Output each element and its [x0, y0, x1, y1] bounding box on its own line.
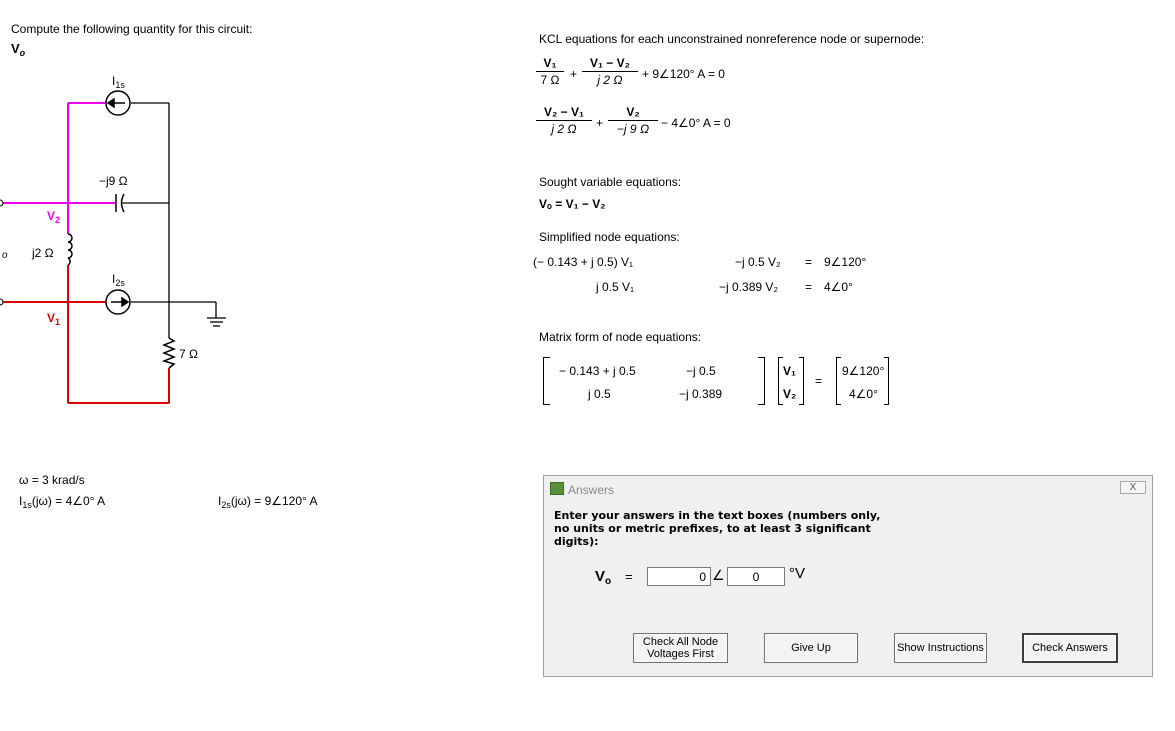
matrix-eq: =	[815, 374, 823, 388]
capacitor-icon	[68, 194, 124, 212]
matrix-x1: V₁	[783, 364, 796, 378]
matrix-b1: 9∠120°	[842, 364, 885, 378]
kcl-heading: KCL equations for each unconstrained nonreference node or supernode:	[539, 32, 925, 46]
node-v1-wires	[0, 265, 169, 403]
close-button[interactable]: X	[1120, 481, 1146, 494]
label-v2: $V_2$	[47, 209, 61, 225]
matrix-b-left-bracket	[836, 357, 841, 405]
matrix-a-right-bracket	[758, 357, 765, 405]
answers-dialog	[543, 475, 1153, 677]
label-vo-fragment: o	[2, 250, 8, 261]
kcl-eq1-tail: + 9∠120° A = 0	[642, 67, 725, 81]
kcl-eq2-term1: V₂ − V₁ j 2 Ω	[536, 105, 592, 136]
current-source-i1s-icon	[106, 91, 130, 115]
kcl-eq1-term1: V₁ 7 Ω	[536, 56, 564, 87]
sought-heading: Sought variable equations:	[539, 175, 682, 189]
inductor-icon	[68, 234, 72, 265]
reference-wires	[122, 103, 216, 338]
matrix-heading: Matrix form of node equations:	[539, 330, 702, 344]
angle-symbol: ∠	[712, 567, 725, 583]
kcl-eq2-op: +	[596, 116, 604, 130]
give-up-button[interactable]: Give Up	[764, 633, 858, 663]
kcl-eq1-op: +	[570, 67, 578, 81]
label-capacitor: −j9 Ω	[99, 174, 128, 188]
current-source-i2s-icon	[106, 290, 130, 314]
matrix-a11: − 0.143 + j 0.5	[559, 364, 636, 378]
simplified-row1-mid: −j 0.5 V₂	[735, 255, 781, 269]
show-instructions-button[interactable]: Show Instructions	[894, 633, 987, 663]
simplified-row1-right: 9∠120°	[824, 255, 867, 269]
problem-quantity: $V_o$	[11, 41, 26, 58]
label-resistor: 7 Ω	[179, 347, 198, 361]
kcl-eq2-term2: V₂ −j 9 Ω	[608, 105, 658, 136]
phase-input[interactable]	[727, 567, 785, 586]
given-i1s: $I_{1s}(j\omega)$ = 4∠0° A	[19, 494, 106, 510]
matrix-a21: j 0.5	[588, 387, 611, 401]
label-inductor: j2 Ω	[32, 246, 54, 260]
check-answers-button[interactable]: Check Answers	[1022, 633, 1118, 663]
magnitude-input[interactable]	[647, 567, 711, 586]
matrix-a12: −j 0.5	[686, 364, 716, 378]
answer-equals: =	[625, 569, 633, 584]
matrix-a-left-bracket	[543, 357, 550, 405]
kcl-eq1-term2: V₁ − V₂ j 2 Ω	[582, 56, 638, 87]
sought-equation: Vₒ = V₁ − V₂	[539, 197, 606, 211]
matrix-a22: −j 0.389	[679, 387, 723, 401]
label-i2s: $I_{2s}$	[112, 272, 125, 288]
matrix-b2: 4∠0°	[849, 387, 878, 401]
answer-vo-label: $V_o$	[595, 568, 612, 587]
answer-unit: °V	[789, 565, 806, 582]
label-v1: $V_1$	[47, 311, 61, 327]
simplified-row2-left: j 0.5 V₁	[596, 280, 635, 294]
circuit-diagram	[0, 70, 240, 420]
simplified-row1-eq: =	[805, 255, 813, 269]
simplified-row2-mid: −j 0.389 V₂	[719, 280, 779, 294]
simplified-row1-left: (− 0.143 + j 0.5) V₁	[533, 255, 634, 269]
matrix-x-right-bracket	[799, 357, 804, 405]
matrix-b-right-bracket	[884, 357, 889, 405]
problem-prompt: Compute the following quantity for this circuit:	[11, 22, 253, 36]
simplified-row2-eq: =	[805, 280, 813, 294]
given-i2s: $I_{2s}(j\omega)$ = 9∠120° A	[218, 494, 318, 510]
dialog-title: Answers	[568, 483, 615, 497]
ground-icon	[207, 318, 226, 326]
matrix-x2: V₂	[783, 387, 797, 401]
simplified-heading: Simplified node equations:	[539, 230, 680, 244]
label-i1s: $I_{1s}$	[112, 74, 125, 90]
answer-instructions: Enter your answers in the text boxes (numbers only, no units or metric prefixes, to at least 3 significant digits):	[554, 509, 881, 548]
check-node-voltages-button[interactable]: Check All Node Voltages First	[633, 633, 728, 663]
kcl-eq2-tail: − 4∠0° A = 0	[661, 116, 731, 130]
simplified-row2-right: 4∠0°	[824, 280, 853, 294]
app-icon	[550, 482, 564, 495]
given-omega: ω = 3 krad/s	[19, 473, 85, 487]
resistor-icon	[164, 338, 174, 368]
